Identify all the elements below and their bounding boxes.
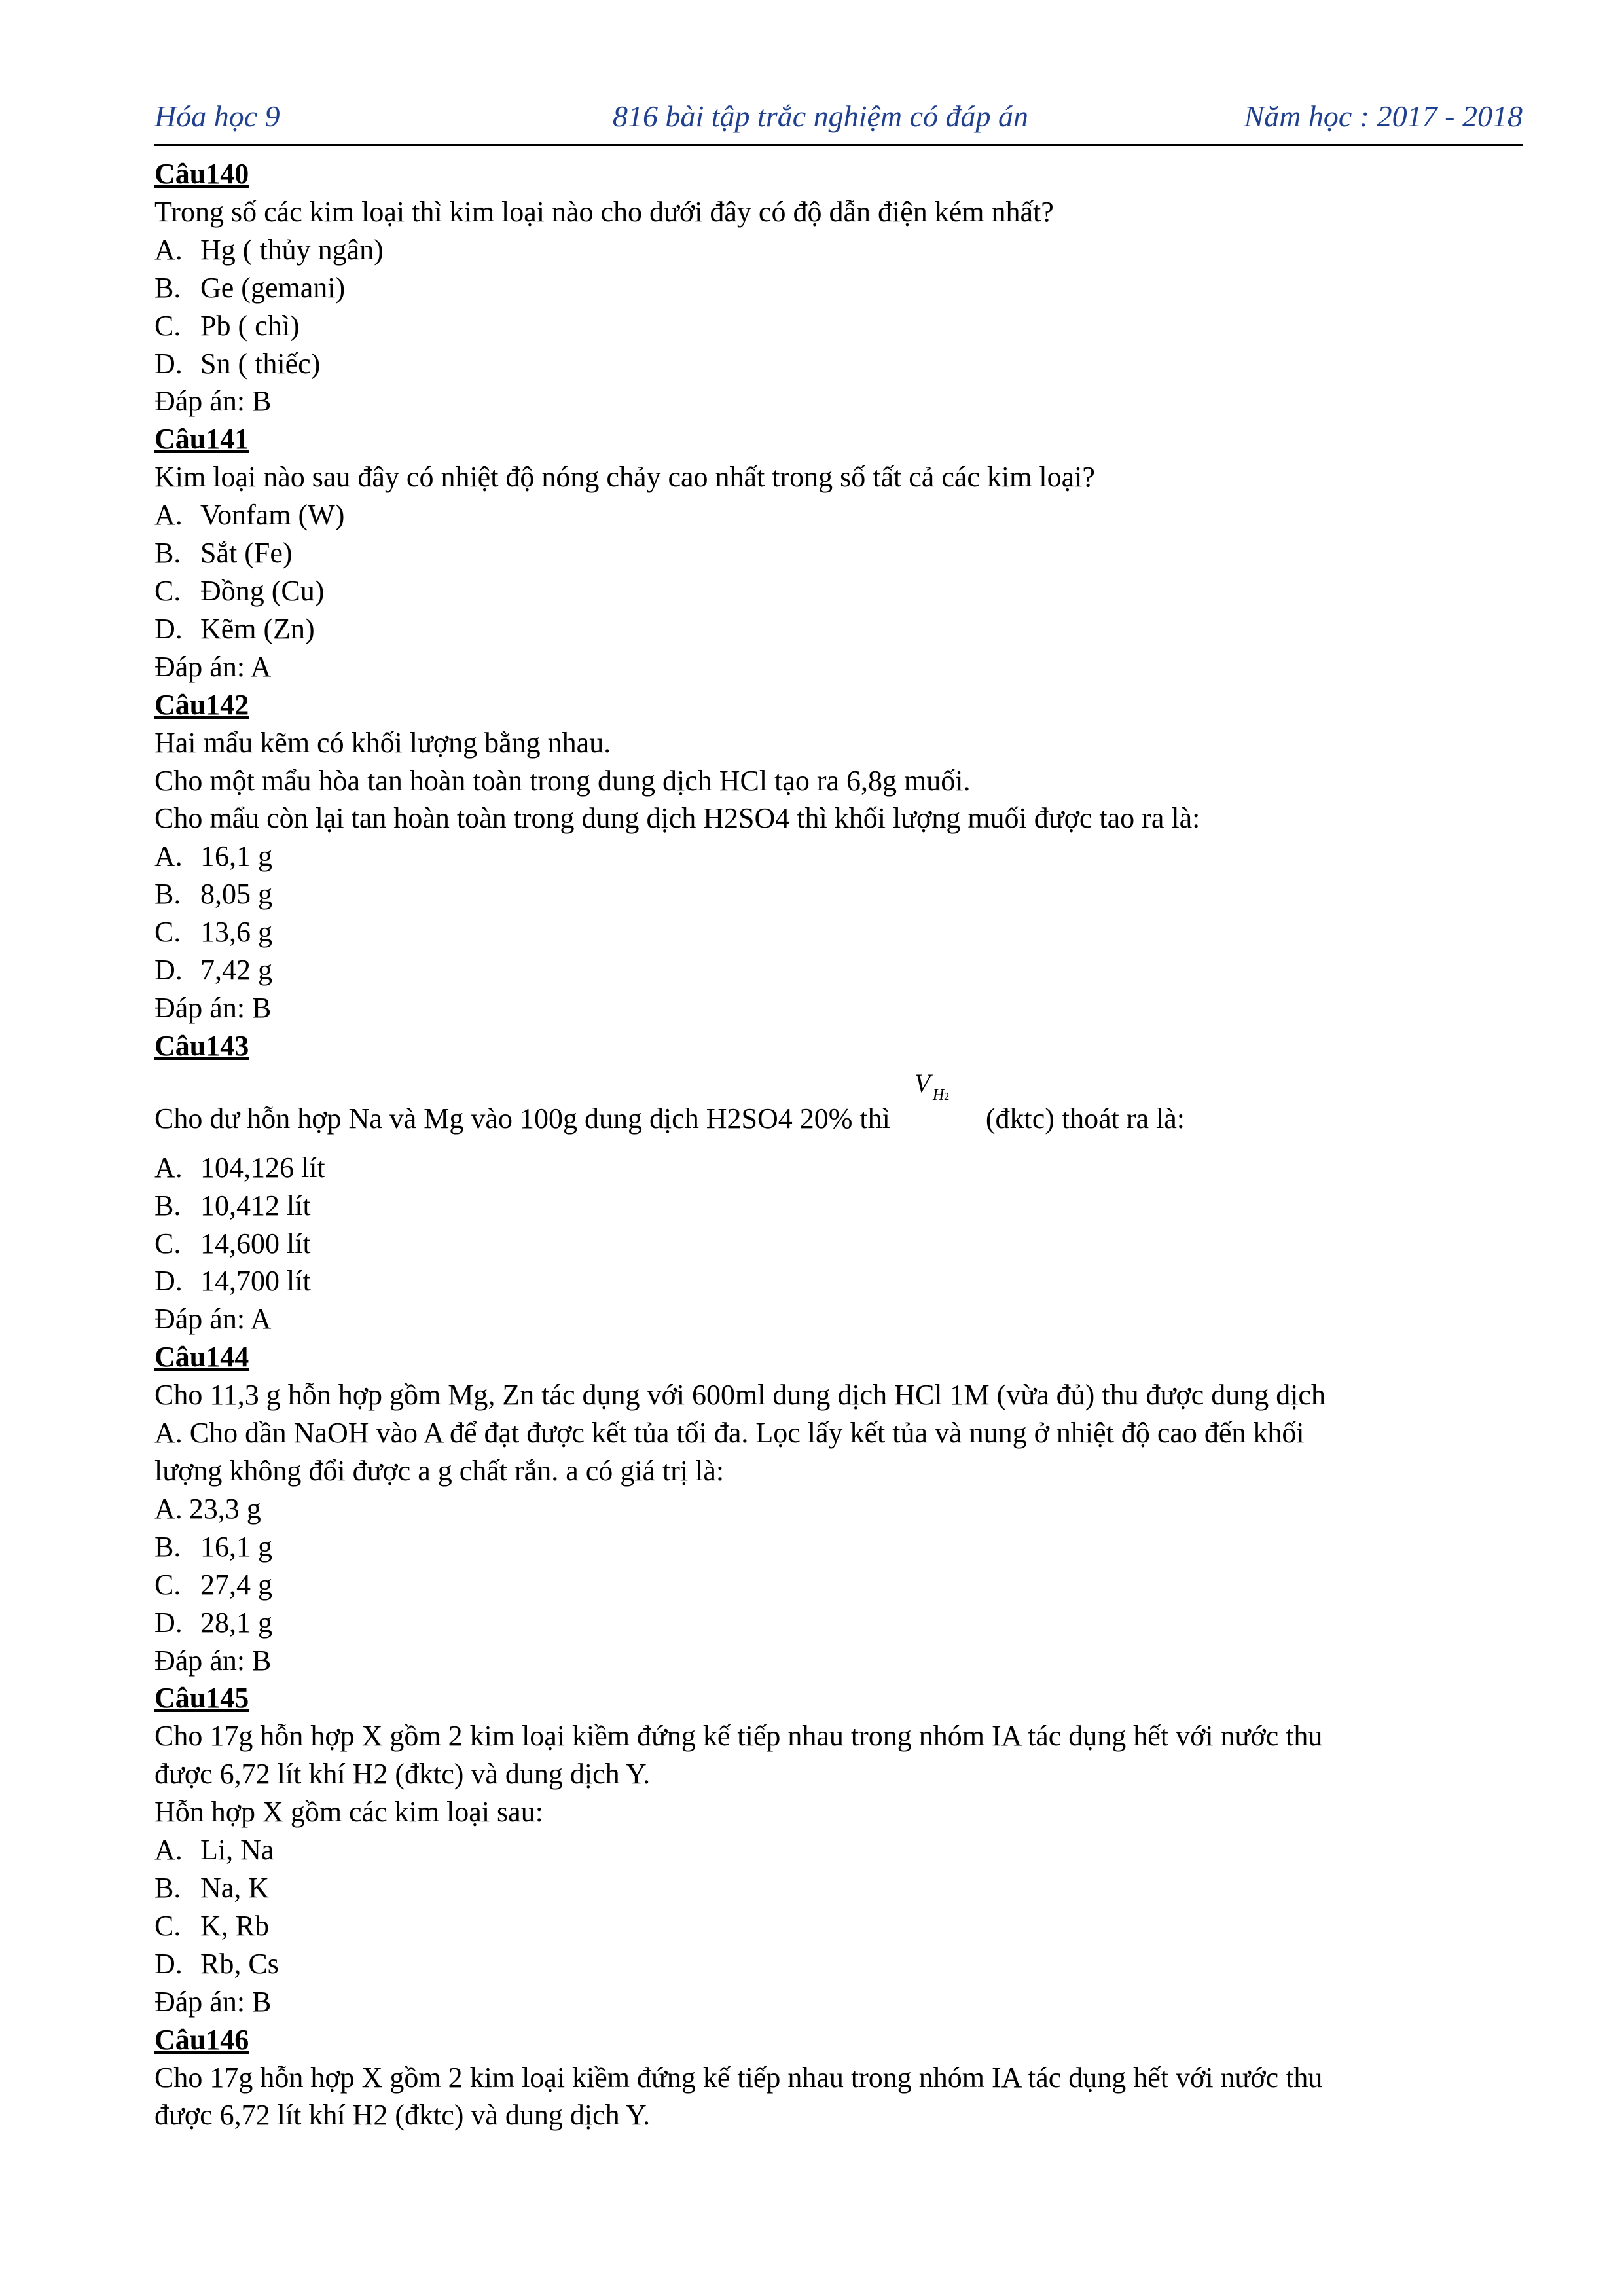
question-stem: Cho 11,3 g hỗn hợp gồm Mg, Zn tác dụng với 600ml dung dịch HCl 1M (vừa đủ) thu được dung dịch bbox=[154, 1379, 1326, 1412]
option-letter: C. bbox=[154, 1568, 181, 1601]
header-subject: Hóa học 9 bbox=[154, 100, 280, 133]
question-block bbox=[154, 420, 1503, 685]
option-text: 14,600 lít bbox=[200, 1227, 311, 1260]
option-letter: C. bbox=[154, 1909, 181, 1942]
option-b bbox=[154, 534, 1503, 572]
option-b bbox=[154, 1187, 1503, 1225]
option-text: Pb ( chì) bbox=[200, 309, 300, 342]
option-text: Đồng (Cu) bbox=[200, 574, 325, 607]
stem-text: Cho dư hỗn hợp Na và Mg vào 100g dung dịch H2SO4 20% thì bbox=[154, 1102, 890, 1135]
answer-line: Đáp án: B bbox=[154, 1644, 272, 1677]
option-d bbox=[154, 1945, 1503, 1983]
question-block bbox=[154, 686, 1503, 1027]
question-stem: Cho 17g hỗn hợp X gồm 2 kim loại kiềm đứng kế tiếp nhau trong nhóm IA tác dụng hết với nước thu bbox=[154, 1720, 1323, 1753]
option-text: 16,1 g bbox=[200, 1530, 272, 1563]
option-text: Na, K bbox=[200, 1871, 270, 1904]
question-stem: Hai mẩu kẽm có khối lượng bằng nhau. bbox=[154, 726, 611, 759]
page-header bbox=[154, 92, 1523, 146]
option-b bbox=[154, 1869, 1503, 1907]
option-letter: B. bbox=[154, 1189, 181, 1222]
option-letter: A. bbox=[154, 499, 183, 532]
option-text: Ge (gemani) bbox=[200, 271, 346, 304]
option-d bbox=[154, 951, 1503, 989]
answer-line: Đáp án: B bbox=[154, 385, 272, 418]
option-letter: B. bbox=[154, 271, 181, 304]
question-stem: A. Cho dần NaOH vào A để đạt được kết tủa tối đa. Lọc lấy kết tủa và nung ở nhiệt độ cao đến khối bbox=[154, 1417, 1305, 1449]
option-d bbox=[154, 1262, 1503, 1300]
question-stem: Cho một mẩu hòa tan hoàn toàn trong dung dịch HCl tạo ra 6,8g muối. bbox=[154, 764, 971, 797]
option-d bbox=[154, 1604, 1503, 1642]
option-text: K, Rb bbox=[200, 1909, 270, 1942]
option-a bbox=[154, 231, 1503, 269]
question-stem: Trong số các kim loại thì kim loại nào cho dưới đây có độ dẫn điện kém nhất? bbox=[154, 195, 1054, 228]
option-b bbox=[154, 1528, 1503, 1566]
header-school-year: Năm học : 2017 - 2018 bbox=[1244, 100, 1523, 133]
hydrogen-volume-formula bbox=[901, 1068, 967, 1114]
question-title: Câu141 bbox=[154, 423, 249, 456]
question-title: Câu143 bbox=[154, 1029, 249, 1062]
question-stem: được 6,72 lít khí H2 (đktc) và dung dịch Y. bbox=[154, 2099, 651, 2132]
option-letter: B. bbox=[154, 1871, 181, 1904]
question-stem: Cho mẩu còn lại tan hoàn toàn trong dung dịch H2SO4 thì khối lượng muối được tao ra là: bbox=[154, 802, 1200, 835]
question-block bbox=[154, 1679, 1503, 2020]
header-book-title: 816 bài tập trắc nghiệm có đáp án bbox=[613, 100, 1028, 133]
question-title: Câu140 bbox=[154, 158, 249, 190]
option-text: Kẽm (Zn) bbox=[200, 612, 315, 645]
question-stem: Kim loại nào sau đây có nhiệt độ nóng chảy cao nhất trong số tất cả các kim loại? bbox=[154, 461, 1095, 494]
formula-subscript bbox=[933, 1087, 949, 1105]
option-c bbox=[154, 307, 1503, 345]
option-text: Rb, Cs bbox=[200, 1947, 279, 1980]
question-title: Câu145 bbox=[154, 1682, 249, 1715]
option-text: Li, Na bbox=[200, 1834, 274, 1867]
option-letter: D. bbox=[154, 1606, 183, 1639]
option-letter: D. bbox=[154, 1947, 183, 1980]
formula-subscript-h: H bbox=[932, 1086, 945, 1104]
option-letter: A. bbox=[154, 233, 183, 266]
question-stem: Cho 17g hỗn hợp X gồm 2 kim loại kiềm đứng kế tiếp nhau trong nhóm IA tác dụng hết với nước thu bbox=[154, 2061, 1323, 2094]
option-d bbox=[154, 345, 1503, 383]
option-text: 27,4 g bbox=[200, 1568, 272, 1601]
option-letter: B. bbox=[154, 537, 181, 570]
option-letter: A. bbox=[154, 1151, 183, 1184]
option-letter: A. bbox=[154, 1492, 183, 1525]
option-text: 10,412 lít bbox=[200, 1189, 311, 1222]
option-text: 28,1 g bbox=[200, 1606, 272, 1639]
option-c bbox=[154, 1225, 1503, 1263]
option-letter: D. bbox=[154, 954, 183, 987]
option-text: Vonfam (W) bbox=[200, 499, 345, 532]
option-letter: A. bbox=[154, 1834, 183, 1867]
question-block bbox=[154, 1027, 1503, 1338]
option-b bbox=[154, 269, 1503, 307]
answer-line: Đáp án: A bbox=[154, 1303, 272, 1336]
option-text: 7,42 g bbox=[200, 954, 272, 987]
option-d bbox=[154, 610, 1503, 648]
option-c bbox=[154, 913, 1503, 951]
option-a bbox=[154, 837, 1503, 875]
option-a bbox=[154, 1831, 1503, 1869]
option-letter: C. bbox=[154, 916, 181, 949]
option-text: 13,6 g bbox=[200, 916, 272, 949]
question-stem: Hỗn hợp X gồm các kim loại sau: bbox=[154, 1796, 543, 1829]
option-letter: B. bbox=[154, 878, 181, 911]
question-block bbox=[154, 155, 1503, 420]
option-c bbox=[154, 572, 1503, 610]
option-letter: A. bbox=[154, 840, 183, 873]
option-letter: D. bbox=[154, 612, 183, 645]
option-b bbox=[154, 875, 1503, 913]
option-text: 14,700 lít bbox=[200, 1265, 311, 1298]
option-text: 104,126 lít bbox=[200, 1151, 325, 1184]
formula-variable: V bbox=[914, 1068, 931, 1098]
option-text: 8,05 g bbox=[200, 878, 272, 911]
option-letter: C. bbox=[154, 309, 181, 342]
question-stem: lượng không đổi được a g chất rắn. a có giá trị là: bbox=[154, 1455, 725, 1487]
option-c bbox=[154, 1907, 1503, 1945]
question-block bbox=[154, 1338, 1503, 1679]
option-text: Hg ( thủy ngân) bbox=[200, 233, 384, 266]
answer-line: Đáp án: A bbox=[154, 650, 272, 683]
answer-line: Đáp án: B bbox=[154, 991, 272, 1024]
option-text: 16,1 g bbox=[200, 840, 272, 873]
option-letter: D. bbox=[154, 1265, 183, 1298]
question-stem: được 6,72 lít khí H2 (đktc) và dung dịch Y. bbox=[154, 1758, 651, 1791]
option-a bbox=[154, 496, 1503, 534]
question-title: Câu142 bbox=[154, 688, 249, 721]
option-text: Sắt (Fe) bbox=[200, 537, 293, 570]
option-text: Sn ( thiếc) bbox=[200, 347, 321, 380]
option-letter: B. bbox=[154, 1530, 181, 1563]
option-letter: D. bbox=[154, 347, 183, 380]
option-text: 23,3 g bbox=[189, 1492, 261, 1525]
question-block bbox=[154, 2021, 1503, 2135]
question-list bbox=[154, 155, 1503, 2134]
answer-line: Đáp án: B bbox=[154, 1985, 272, 2018]
question-stem bbox=[154, 1065, 1503, 1149]
option-a bbox=[154, 1149, 1503, 1187]
question-title: Câu146 bbox=[154, 2023, 249, 2056]
stem-text: (đktc) thoát ra là: bbox=[985, 1102, 1185, 1135]
option-letter: C. bbox=[154, 574, 181, 607]
formula-subscript-2: 2 bbox=[944, 1091, 950, 1102]
option-letter: C. bbox=[154, 1227, 181, 1260]
question-title: Câu144 bbox=[154, 1341, 249, 1374]
option-a bbox=[154, 1490, 1503, 1528]
option-c bbox=[154, 1566, 1503, 1604]
